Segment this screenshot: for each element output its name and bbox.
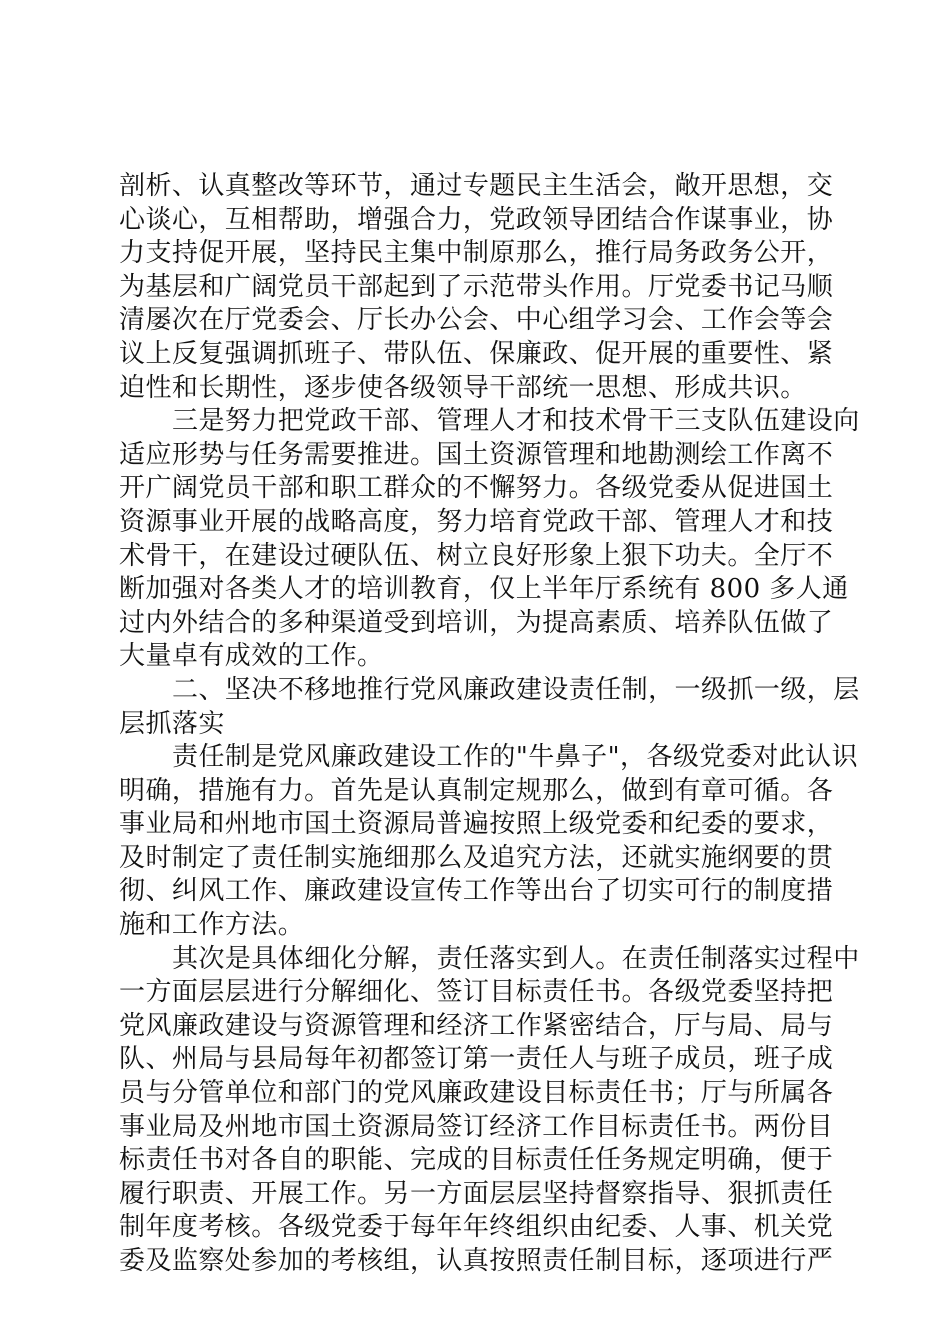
text-line: 术骨干，在建设过硬队伍、树立良好形象上狠下功夫。全厅不	[119, 540, 834, 571]
text-line: 事业局和州地市国土资源局普遍按照上级党委和纪委的要求，	[119, 809, 834, 840]
text-line: 断加强对各类人才的培训教育，仅上半年厅系统有 800 多人通	[119, 574, 849, 605]
text-line: 明确，措施有力。首先是认真制定规那么，做到有章可循。各	[119, 775, 834, 806]
text-line: 开广阔党员干部和职工群众的不懈努力。各级党委从促进国土	[119, 473, 834, 504]
text-line: 施和工作方法。	[119, 910, 305, 941]
text-line: 过内外结合的多种渠道受到培训，为提高素质、培养队伍做了	[119, 607, 834, 638]
text-line: 大量卓有成效的工作。	[119, 641, 384, 672]
text-line: 力支持促开展，坚持民主集中制原那么，推行局务政务公开，	[119, 238, 834, 269]
text-line: 责任制是党风廉政建设工作的"牛鼻子"，各级党委对此认识	[172, 742, 859, 773]
text-line: 及时制定了责任制实施细那么及追究方法，还就实施纲要的贯	[119, 842, 834, 873]
text-line: 制年度考核。各级党委于每年年终组织由纪委、人事、机关党	[119, 1212, 834, 1243]
text-line: 员与分管单位和部门的党风廉政建设目标责任书；厅与所属各	[119, 1078, 834, 1109]
text-line: 队、州局与县局每年初都签订第一责任人与班子成员，班子成	[119, 1044, 834, 1075]
text-line: 资源事业开展的战略高度，努力培育党政干部、管理人才和技	[119, 506, 834, 537]
document-body	[119, 170, 860, 1279]
text-line: 迫性和长期性，逐步使各级领导干部统一思想、形成共识。	[119, 372, 807, 403]
text-line: 事业局及州地市国土资源局签订经济工作目标责任书。两份目	[119, 1111, 834, 1142]
text-line: 为基层和广阔党员干部起到了示范带头作用。厅党委书记马顺	[119, 271, 834, 302]
text-line: 议上反复强调抓班子、带队伍、保廉政、促开展的重要性、紧	[119, 338, 834, 369]
text-line: 心谈心，互相帮助，增强合力，党政领导团结合作谋事业，协	[119, 204, 834, 235]
text-line: 其次是具体细化分解，责任落实到人。在责任制落实过程中	[172, 943, 860, 974]
text-line: 清屡次在厅党委会、厅长办公会、中心组学习会、工作会等会	[119, 305, 834, 336]
section-heading-line: 二、坚决不移地推行党风廉政建设责任制，一级抓一级，层	[172, 674, 860, 705]
text-line: 标责任书对各自的职能、完成的目标责任任务规定明确，便于	[119, 1145, 834, 1176]
text-line: 剖析、认真整改等环节，通过专题民主生活会，敞开思想，交	[119, 171, 834, 201]
text-line: 彻、纠风工作、廉政建设宣传工作等出台了切实可行的制度措	[119, 876, 834, 907]
text-line: 适应形势与任务需要推进。国土资源管理和地勘测绘工作离不	[119, 439, 834, 470]
text-line: 履行职责、开展工作。另一方面层层坚持督察指导、狠抓责任	[119, 1178, 834, 1209]
text-line: 三是努力把党政干部、管理人才和技术骨干三支队伍建设向	[172, 406, 860, 437]
text-line: 一方面层层进行分解细化、签订目标责任书。各级党委坚持把	[119, 977, 834, 1008]
text-line: 委及监察处参加的考核组，认真按照责任制目标，逐项进行严	[119, 1246, 834, 1276]
text-line: 党风廉政建设与资源管理和经济工作紧密结合，厅与局、局与	[119, 1010, 834, 1041]
section-heading-line: 层抓落实	[119, 708, 225, 739]
